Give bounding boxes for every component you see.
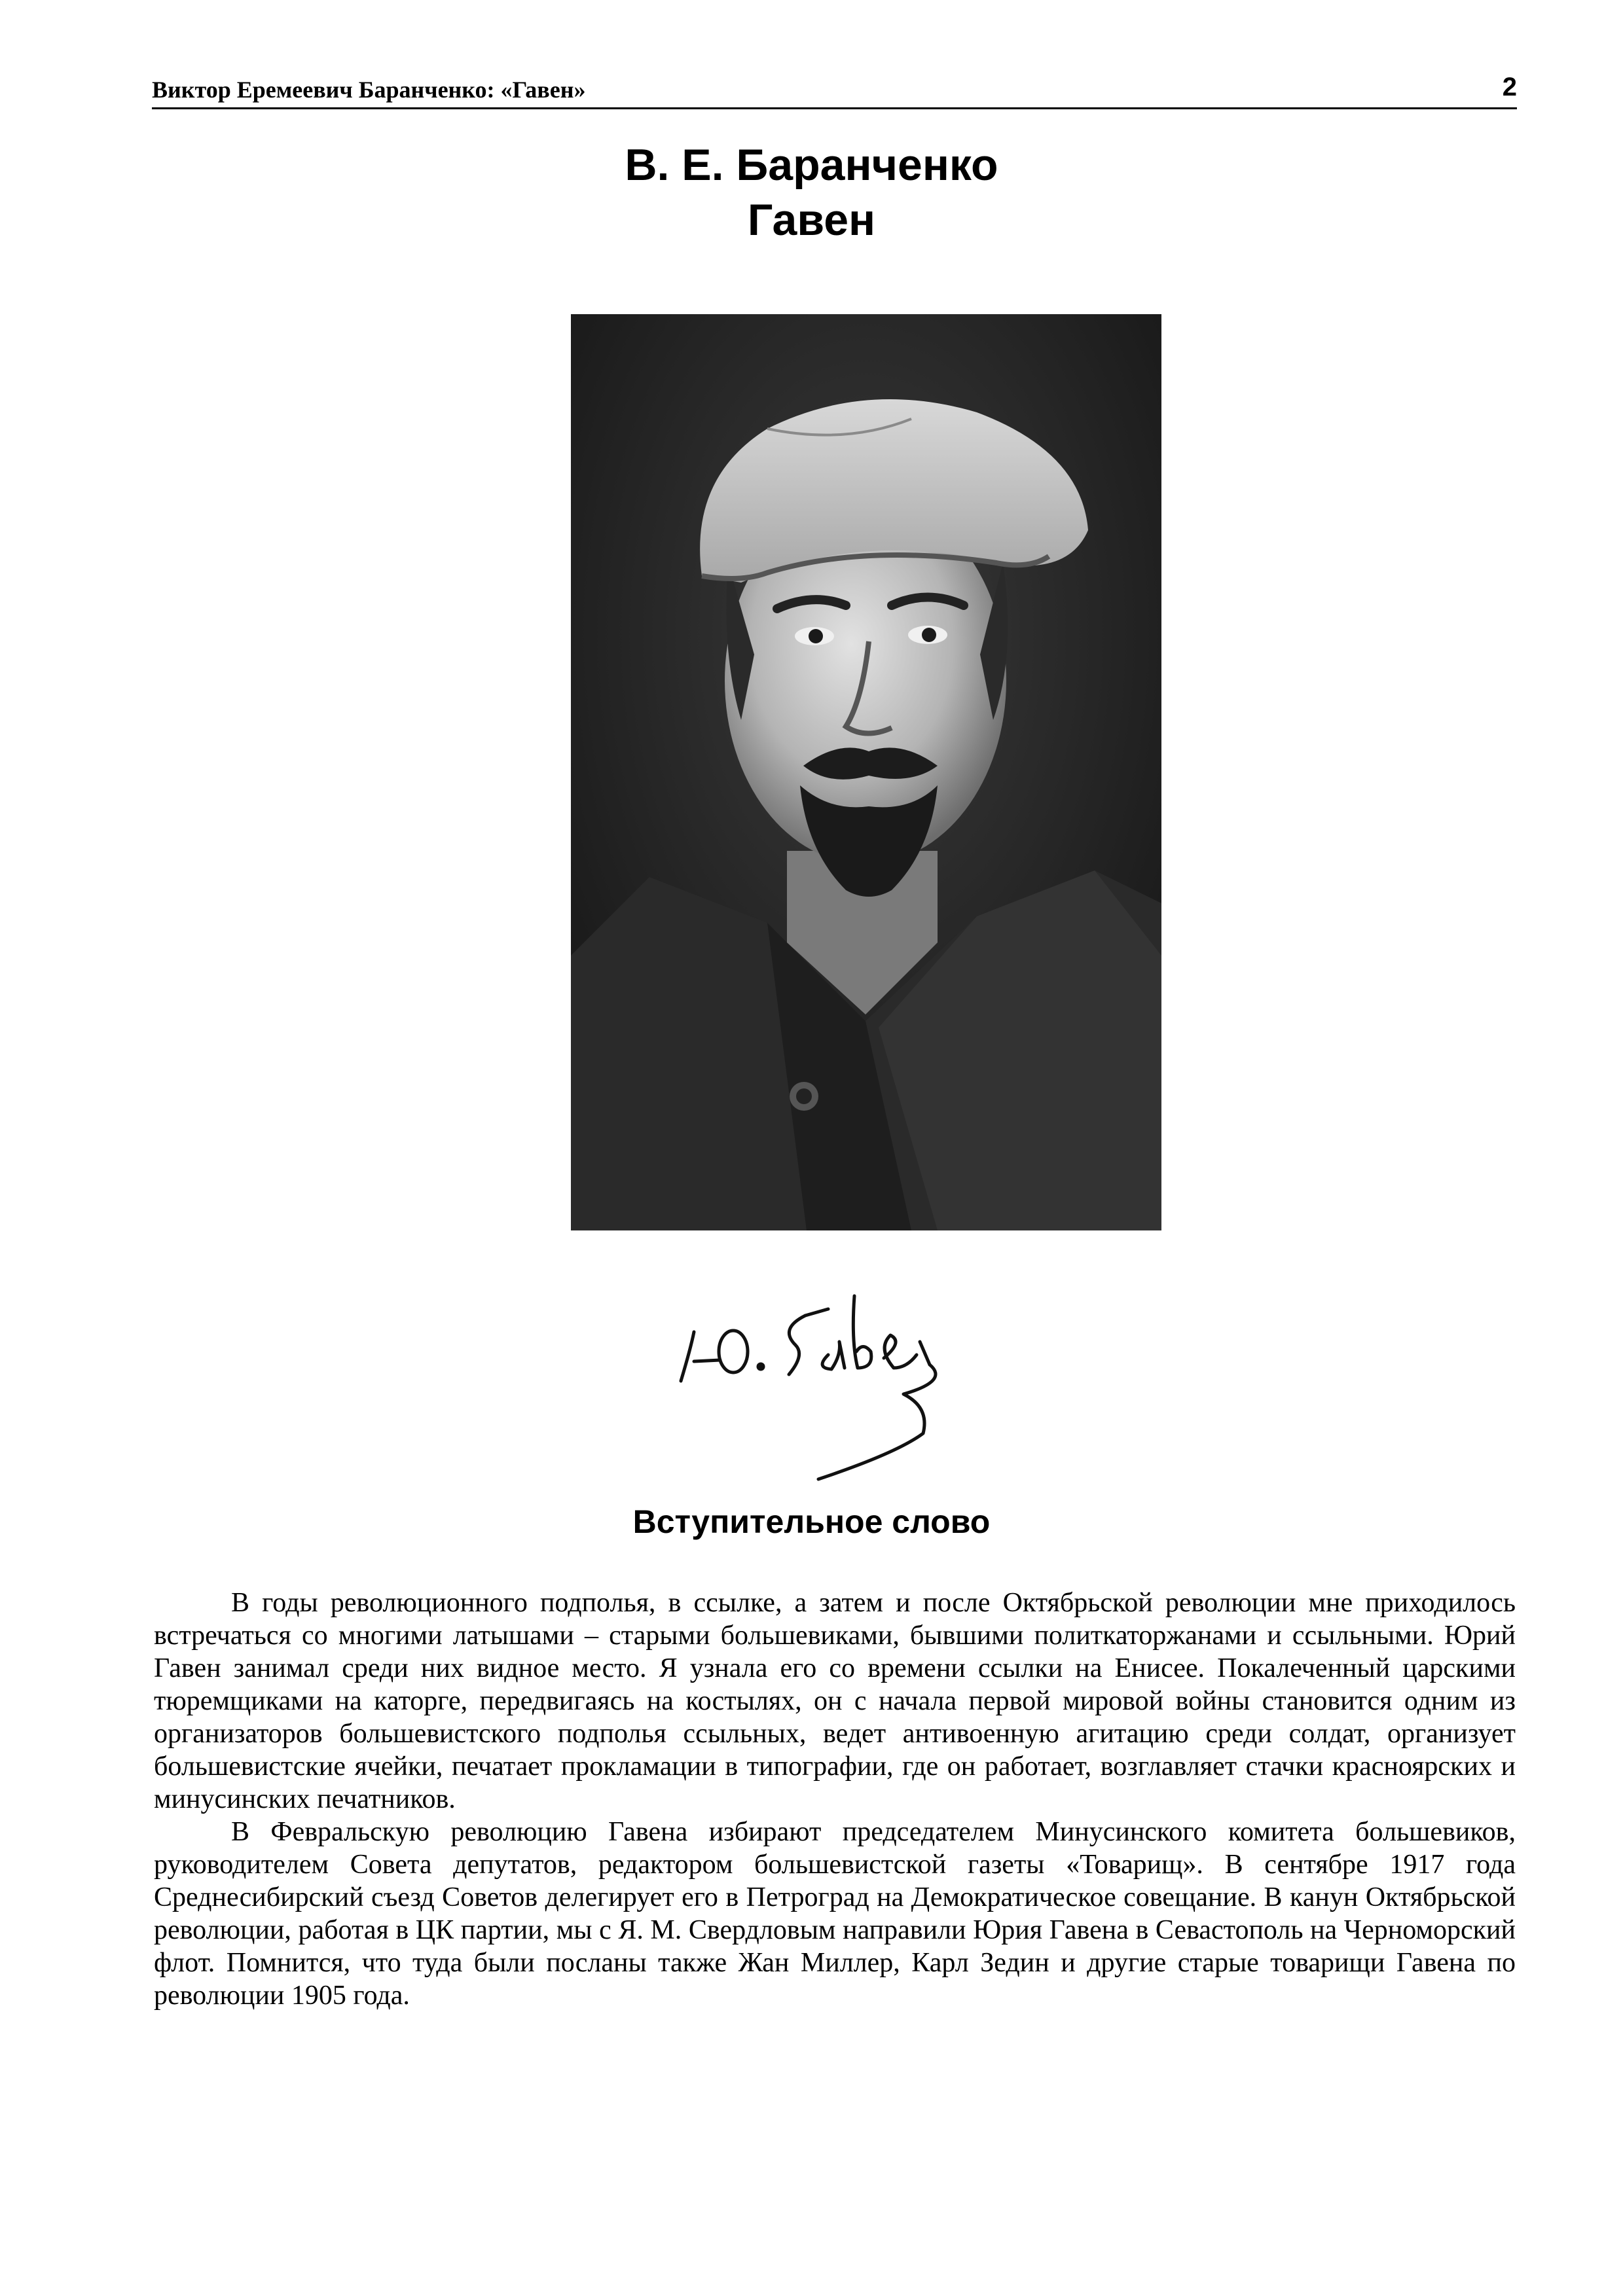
body-text <box>154 1587 1516 2012</box>
signature <box>655 1270 969 1492</box>
running-header <box>152 68 1517 109</box>
running-title: Виктор Еремеевич Баранченко: «Гавен» <box>152 77 586 103</box>
book-title-block <box>0 137 1623 247</box>
portrait-photo <box>571 314 1161 1230</box>
paragraph: В Февральскую революцию Гавена избирают председателем Минусинского комитета большевиков, руководителем Совета депутатов, редактором большевистской газеты «Товарищ». В сентябре 1917 года Среднесибирский съезд Советов делегирует его в Петроград на Демократическое совещание. В канун Октябрьской революции, работая в ЦК партии, мы с Я. М. Свердловым направили Юрия Гавена в Севастополь на Черноморский флот. Помнится, что туда были посланы также Жан Миллер, Карл Зедин и другие старые товарищи Гавена по революции 1905 года. <box>154 1817 1516 2011</box>
page-number: 2 <box>1502 73 1517 101</box>
paragraph: В годы революционного подполья, в ссылке, а затем и после Октябрьской революции мне приходилось встречаться со многими латышами – старыми большевиками, бывшими политкаторжанами и ссыльными. Юрий Гавен занимал среди них видное место. Я узнала его со времени ссылки на Енисее. Покалеченный царскими тюремщиками на каторге, передвигаясь на костылях, он с начала первой мировой войны становится одним из организаторов большевистского подполья ссыльных, ведет антивоенную агитацию среди солдат, организует большевистские ячейки, печатает прокламации в типографии, где он работает, возглавляет стачки красноярских и минусинских печатников. <box>154 1588 1516 1814</box>
signature-ink <box>655 1270 969 1492</box>
book-title: Гавен <box>747 195 876 245</box>
book-author: В. Е. Баранченко <box>625 140 998 190</box>
section-heading: Вступительное слово <box>632 1503 991 1540</box>
